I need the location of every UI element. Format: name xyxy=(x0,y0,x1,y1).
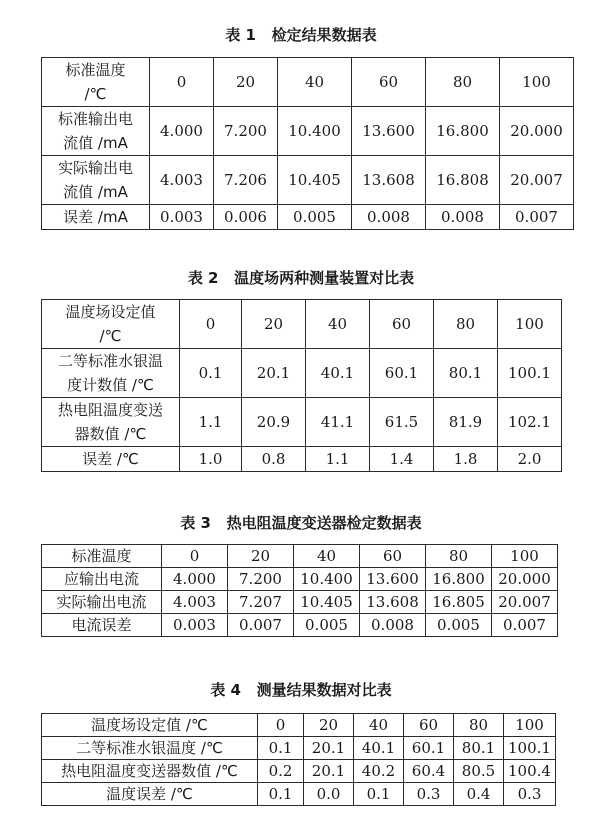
value-cell: 1.8 xyxy=(434,447,498,472)
value-cell: 20 xyxy=(228,545,294,568)
table-2 xyxy=(41,299,562,472)
value-cell: 16.800 xyxy=(426,107,500,156)
value-cell: 10.405 xyxy=(294,591,360,614)
value-cell: 40.1 xyxy=(306,349,370,398)
table-header-row xyxy=(42,58,574,107)
table-row xyxy=(42,614,558,637)
value-cell: 0 xyxy=(162,545,228,568)
value-cell: 20 xyxy=(304,714,354,737)
value-cell: 0 xyxy=(180,300,242,349)
value-cell: 1.1 xyxy=(180,398,242,447)
table-header-row xyxy=(42,714,556,737)
table-row xyxy=(42,398,562,447)
value-cell: 0.008 xyxy=(352,205,426,230)
value-cell: 0.2 xyxy=(258,760,304,783)
value-cell: 0 xyxy=(150,58,214,107)
table-row xyxy=(42,737,556,760)
value-cell: 1.0 xyxy=(180,447,242,472)
value-cell: 100.1 xyxy=(498,349,562,398)
table-row xyxy=(42,205,574,230)
table-row xyxy=(42,156,574,205)
value-cell: 20.007 xyxy=(500,156,574,205)
value-cell: 81.9 xyxy=(434,398,498,447)
value-cell: 40 xyxy=(278,58,352,107)
value-cell: 61.5 xyxy=(370,398,434,447)
row-label-cell: 标准输出电 流值 /mA xyxy=(42,107,150,156)
value-cell: 13.608 xyxy=(352,156,426,205)
table-3-caption: 表 3 热电阻温度变送器检定数据表 xyxy=(180,514,422,532)
value-cell: 20.9 xyxy=(242,398,306,447)
value-cell: 20.000 xyxy=(492,568,558,591)
table-header-row xyxy=(42,545,558,568)
value-cell: 100.4 xyxy=(504,760,556,783)
value-cell: 0.007 xyxy=(228,614,294,637)
value-cell: 20.1 xyxy=(304,760,354,783)
value-cell: 80.5 xyxy=(454,760,504,783)
value-cell: 40 xyxy=(354,714,404,737)
value-cell: 13.600 xyxy=(360,568,426,591)
value-cell: 60.4 xyxy=(404,760,454,783)
value-cell: 7.207 xyxy=(228,591,294,614)
value-cell: 80.1 xyxy=(454,737,504,760)
value-cell: 40.2 xyxy=(354,760,404,783)
value-cell: 60 xyxy=(370,300,434,349)
value-cell: 0.007 xyxy=(492,614,558,637)
value-cell: 80.1 xyxy=(434,349,498,398)
value-cell: 80 xyxy=(426,545,492,568)
value-cell: 4.000 xyxy=(150,107,214,156)
value-cell: 60 xyxy=(360,545,426,568)
table-1-caption: 表 1 检定结果数据表 xyxy=(225,26,377,44)
value-cell: 0.3 xyxy=(404,783,454,806)
table-row xyxy=(42,760,556,783)
value-cell: 40 xyxy=(294,545,360,568)
value-cell: 13.608 xyxy=(360,591,426,614)
table-row xyxy=(42,783,556,806)
table-row xyxy=(42,349,562,398)
row-label-cell: 温度误差 /℃ xyxy=(42,783,258,806)
value-cell: 20 xyxy=(242,300,306,349)
row-label-cell: 误差 /mA xyxy=(42,205,150,230)
value-cell: 0.8 xyxy=(242,447,306,472)
value-cell: 7.206 xyxy=(214,156,278,205)
row-label-cell: 实际输出电 流值 /mA xyxy=(42,156,150,205)
value-cell: 13.600 xyxy=(352,107,426,156)
value-cell: 0.1 xyxy=(258,783,304,806)
value-cell: 0.0 xyxy=(304,783,354,806)
value-cell: 10.405 xyxy=(278,156,352,205)
value-cell: 0.3 xyxy=(504,783,556,806)
value-cell: 0.1 xyxy=(354,783,404,806)
value-cell: 10.400 xyxy=(294,568,360,591)
table-header-row xyxy=(42,300,562,349)
table-3 xyxy=(41,544,558,637)
value-cell: 0.003 xyxy=(150,205,214,230)
value-cell: 80 xyxy=(454,714,504,737)
row-label-cell: 实际输出电流 xyxy=(42,591,162,614)
row-label-cell: 二等标准水银温 度计数值 /℃ xyxy=(42,349,180,398)
value-cell: 0.005 xyxy=(278,205,352,230)
value-cell: 0.005 xyxy=(426,614,492,637)
value-cell: 0.008 xyxy=(426,205,500,230)
value-cell: 60 xyxy=(352,58,426,107)
table-row xyxy=(42,107,574,156)
value-cell: 0.008 xyxy=(360,614,426,637)
row-label-cell: 电流误差 xyxy=(42,614,162,637)
value-cell: 20 xyxy=(214,58,278,107)
value-cell: 0 xyxy=(258,714,304,737)
table-4 xyxy=(41,713,556,806)
value-cell: 80 xyxy=(434,300,498,349)
value-cell: 20.000 xyxy=(500,107,574,156)
value-cell: 0.003 xyxy=(162,614,228,637)
value-cell: 2.0 xyxy=(498,447,562,472)
value-cell: 60.1 xyxy=(370,349,434,398)
value-cell: 0.1 xyxy=(258,737,304,760)
value-cell: 60.1 xyxy=(404,737,454,760)
value-cell: 40 xyxy=(306,300,370,349)
row-label-cell: 应输出电流 xyxy=(42,568,162,591)
value-cell: 4.003 xyxy=(150,156,214,205)
table-row xyxy=(42,447,562,472)
value-cell: 60 xyxy=(404,714,454,737)
value-cell: 41.1 xyxy=(306,398,370,447)
value-cell: 16.805 xyxy=(426,591,492,614)
row-label-cell: 温度场设定值 /℃ xyxy=(42,300,180,349)
table-1 xyxy=(41,57,574,230)
value-cell: 0.4 xyxy=(454,783,504,806)
value-cell: 100 xyxy=(504,714,556,737)
value-cell: 10.400 xyxy=(278,107,352,156)
value-cell: 1.1 xyxy=(306,447,370,472)
value-cell: 0.1 xyxy=(180,349,242,398)
value-cell: 0.006 xyxy=(214,205,278,230)
value-cell: 20.007 xyxy=(492,591,558,614)
value-cell: 100 xyxy=(500,58,574,107)
value-cell: 1.4 xyxy=(370,447,434,472)
value-cell: 100 xyxy=(498,300,562,349)
table-4-caption: 表 4 测量结果数据对比表 xyxy=(210,681,392,699)
value-cell: 80 xyxy=(426,58,500,107)
row-label-cell: 标准温度 xyxy=(42,545,162,568)
value-cell: 102.1 xyxy=(498,398,562,447)
row-label-cell: 标准温度 /℃ xyxy=(42,58,150,107)
row-label-cell: 二等标准水银温度 /℃ xyxy=(42,737,258,760)
value-cell: 16.808 xyxy=(426,156,500,205)
table-row xyxy=(42,591,558,614)
row-label-cell: 热电阻温度变送 器数值 /℃ xyxy=(42,398,180,447)
value-cell: 40.1 xyxy=(354,737,404,760)
row-label-cell: 热电阻温度变送器数值 /℃ xyxy=(42,760,258,783)
value-cell: 4.003 xyxy=(162,591,228,614)
table-2-caption: 表 2 温度场两种测量装置对比表 xyxy=(187,269,415,287)
row-label-cell: 温度场设定值 /℃ xyxy=(42,714,258,737)
value-cell: 100.1 xyxy=(504,737,556,760)
value-cell: 20.1 xyxy=(242,349,306,398)
row-label-cell: 误差 /℃ xyxy=(42,447,180,472)
value-cell: 20.1 xyxy=(304,737,354,760)
value-cell: 4.000 xyxy=(162,568,228,591)
value-cell: 100 xyxy=(492,545,558,568)
table-row xyxy=(42,568,558,591)
value-cell: 0.005 xyxy=(294,614,360,637)
value-cell: 7.200 xyxy=(228,568,294,591)
value-cell: 0.007 xyxy=(500,205,574,230)
value-cell: 16.800 xyxy=(426,568,492,591)
value-cell: 7.200 xyxy=(214,107,278,156)
